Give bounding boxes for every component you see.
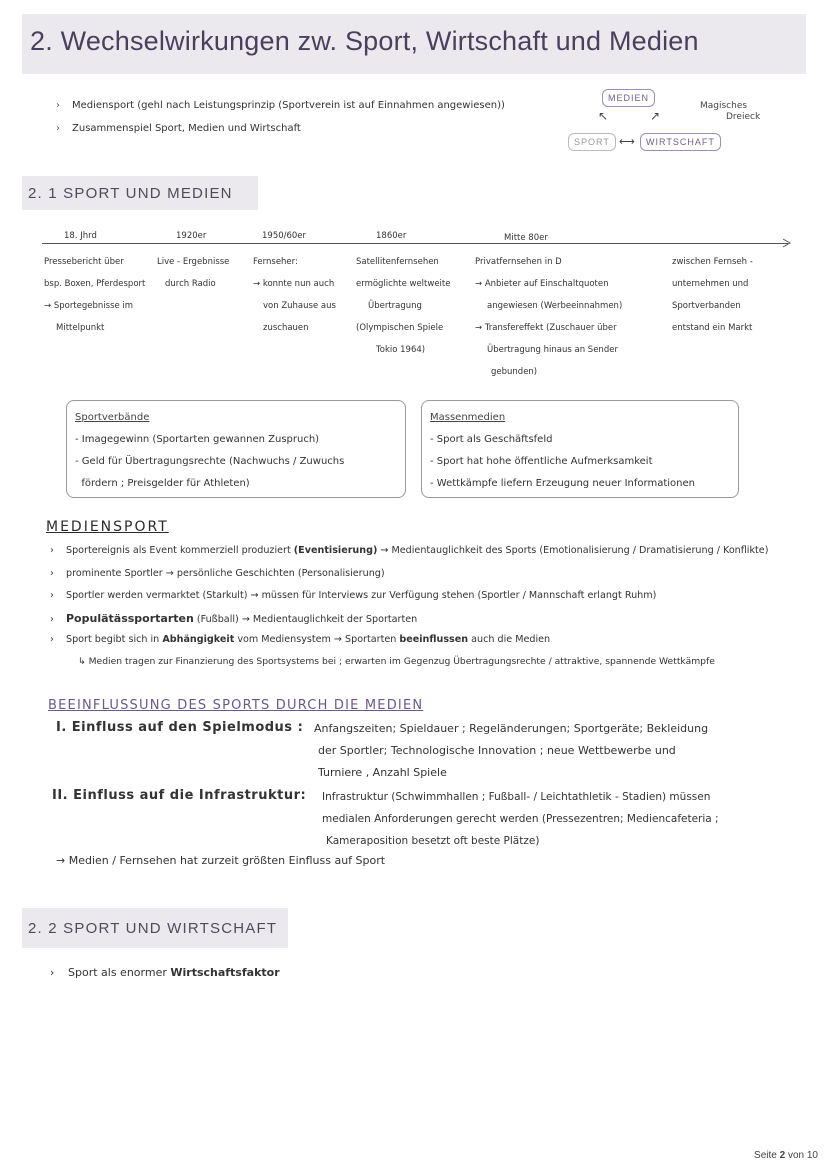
timeline-label: Mitte 80er [504, 233, 548, 243]
timeline-label: 18. Jhrd [64, 231, 97, 241]
timeline-col-1: Pressebericht über bsp. Boxen, Pferdesport → Sportegebnisse im Mittelpunkt [44, 257, 146, 333]
arrow-up-right-icon: ↗ [650, 109, 661, 123]
mediensport-line: › Sport begibt sich in Abhängigkeit vom Mediensystem → Sportarten beeinflussen auch die Medien [50, 634, 551, 645]
timeline-arrow-icon [782, 238, 792, 248]
triangle-label-2: Dreieck [726, 112, 761, 122]
timeline-col-5: Privatfernsehen in D → Anbieter auf Einschaltquoten angewiesen (Werbeeinnahmen) → Transfereffekt (Zuschauer über Übertragung hinaus an Sender gebunden) [475, 257, 623, 377]
einfluss-spielmodus-label: I. Einfluss auf den Spielmodus : [56, 720, 304, 735]
timeline-col-4: Satellitenfernsehen ermöglichte weltweite Übertragung (Olympischen Spiele Tokio 1964) [356, 257, 451, 355]
timeline-col-6: zwischen Fernseh - unternehmen und Sportverbanden entstand ein Markt [672, 257, 753, 333]
triangle-wirtschaft: WIRTSCHAFT [640, 133, 721, 151]
einfluss-infrastruktur-text: Infrastruktur (Schwimmhallen ; Fußball- / Leichtathletik - Stadien) müssen medialen Anforderungen gerecht werden (Pressezentren; Mediencafeteria ; Kameraposition besetzt oft beste Plätze) [322, 791, 719, 847]
mediensport-line: ↳ Medien tragen zur Finanzierung des Sportsystems bei ; erwarten im Gegenzug Übertragungsrechte / attraktive, spannende Wettkämpfe [78, 656, 715, 667]
mediensport-line: › Sportereignis als Event kommerziell produziert (Eventisierung) → Medientauglichkeit des Sports (Emotionalisierung / Dramatisierung / Konflikte) [50, 545, 769, 556]
triangle-medien: MEDIEN [602, 89, 655, 107]
timeline-col-3: Fernseher: → konnte nun auch von Zuhause aus zuschauen [253, 257, 336, 333]
wirtschaft-bullet: › Sport als enormer Wirtschaftsfaktor [50, 966, 280, 979]
mediensport-line: › prominente Sportler → persönliche Geschichten (Personalisierung) [50, 568, 385, 579]
section-sport-medien: 2. 1 SPORT UND MEDIEN [22, 176, 258, 210]
intro-bullet-2: › Zusammenspiel Sport, Medien und Wirtschaft [56, 123, 301, 134]
intro-bullet-1: › Mediensport (gehl nach Leistungsprinzip (Sportverein ist auf Einnahmen angewiesen)) [56, 100, 505, 111]
timeline-col-2: Live - Ergebnisse durch Radio [157, 257, 230, 289]
timeline-label: 1860er [376, 231, 407, 241]
triangle-sport: SPORT [568, 133, 616, 151]
arrow-both-icon: ⟷ [619, 136, 635, 148]
page-title: 2. Wechselwirkungen zw. Sport, Wirtschaft und Medien [30, 26, 699, 56]
section-sport-wirtschaft: 2. 2 SPORT UND WIRTSCHAFT [22, 908, 288, 948]
beeinflussung-heading: BEEINFLUSSUNG DES SPORTS DURCH DIE MEDIEN [48, 698, 424, 713]
mediensport-line: › Sportler werden vermarktet (Starkult) → müssen für Interviews zur Verfügung stehen (Sportler / Mannschaft erlangt Ruhm) [50, 590, 657, 601]
title-bar [22, 14, 806, 74]
einfluss-infrastruktur-label: II. Einfluss auf die Infrastruktur: [52, 788, 307, 803]
timeline-label: 1950/60er [262, 231, 307, 241]
arrow-up-left-icon: ↖ [598, 109, 609, 123]
page-number: Seite 2 von 10 [754, 1150, 818, 1161]
beeinflussung-conclusion: → Medien / Fernsehen hat zurzeit größten Einfluss auf Sport [56, 854, 386, 867]
box-sportverbaende: Sportverbände - Imagegewinn (Sportarten gewannen Zuspruch) - Geld für Übertragungsrechte (Nachwuchs / Zuwuchs fördern ; Preisgelder für Athleten) [66, 400, 406, 498]
timeline-label: 1920er [176, 231, 207, 241]
einfluss-spielmodus-text: Anfangszeiten; Spieldauer ; Regeländerungen; Sportgeräte; Bekleidung der Sportler; Technologische Innovation ; neue Wettbewerbe und Turniere , Anzahl Spiele [314, 722, 709, 779]
triangle-label-1: Magisches [700, 101, 748, 111]
mediensport-line: › Populätässportarten (Fußball) → Medientauglichkeit der Sportarten [50, 612, 418, 625]
mediensport-heading: MEDIENSPORT [46, 519, 169, 535]
box-massenmedien: Massenmedien - Sport als Geschäftsfeld - Sport hat hohe öffentliche Aufmerksamkeit - Wettkämpfe liefern Erzeugung neuer Informationen [421, 400, 739, 498]
timeline-axis [42, 243, 788, 244]
